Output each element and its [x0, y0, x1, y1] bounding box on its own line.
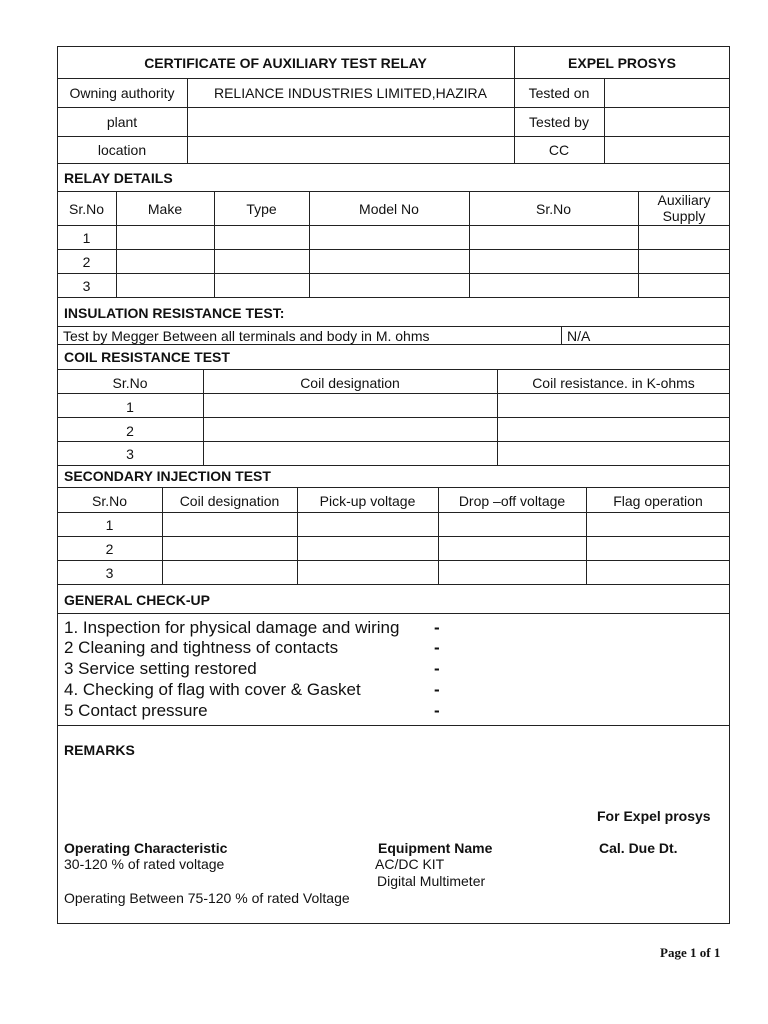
coil-row-number: 2 [126, 423, 134, 439]
secondary-row-number: 3 [105, 565, 114, 581]
rule [57, 560, 730, 561]
checkup-item: 2 Cleaning and tightness of contacts [64, 638, 339, 657]
rule [57, 273, 730, 274]
rule [57, 465, 730, 466]
secondary-col-designation: Coil designation [179, 493, 280, 509]
relay-row-number: 2 [82, 254, 91, 270]
equipment-name-label: Equipment Name [378, 840, 493, 856]
page-of: of [699, 945, 711, 960]
operating-between-note: Operating Between 75-120 % of rated Voltage [64, 890, 350, 906]
relay-row-number: 3 [82, 278, 91, 294]
cal-due-label: Cal. Due Dt. [599, 840, 678, 856]
rule [604, 78, 605, 163]
secondary-col-srno: Sr.No [91, 493, 127, 509]
rule [638, 191, 639, 297]
relay-col-make: Make [147, 201, 183, 217]
tested-on-label: Tested on [528, 85, 590, 101]
page-total: 1 [713, 945, 721, 960]
checkup-item: 5 Contact pressure [64, 701, 208, 720]
rule [561, 326, 562, 344]
relay-col-aux-supply: Auxiliary Supply [657, 192, 711, 224]
secondary-col-dropoff: Drop –off voltage [458, 493, 566, 509]
rule [57, 136, 730, 137]
rule [57, 613, 730, 614]
rule [57, 512, 730, 513]
equipment-item: Digital Multimeter [377, 873, 486, 889]
rule [57, 536, 730, 537]
rule [57, 725, 730, 726]
owning-authority-label: Owning authority [69, 85, 175, 101]
coil-col-resistance: Coil resistance. in K-ohms [532, 375, 695, 391]
coil-row-number: 3 [126, 446, 134, 462]
coil-row-number: 1 [126, 399, 134, 415]
signoff-label: For Expel prosys [597, 808, 711, 824]
checkup-dash: - [434, 638, 440, 657]
cc-label: CC [548, 142, 570, 158]
company-name: EXPEL PROSYS [568, 55, 676, 71]
secondary-row-number: 2 [105, 541, 114, 557]
rule [57, 441, 730, 442]
checkup-item: 4. Checking of flag with cover & Gasket [64, 680, 361, 699]
rule [57, 487, 730, 488]
operating-characteristic-value: 30-120 % of rated voltage [64, 856, 225, 872]
general-checkup-heading: GENERAL CHECK-UP [64, 592, 210, 608]
page-current: 1 [689, 945, 697, 960]
checkup-dash: - [434, 680, 440, 699]
insulation-text: Test by Megger Between all terminals and body in M. ohms [63, 328, 430, 344]
relay-col-model: Model No [359, 201, 419, 217]
checkup-dash: - [434, 618, 440, 637]
secondary-col-flag: Flag operation [613, 493, 703, 509]
plant-label: plant [106, 114, 138, 130]
secondary-injection-heading: SECONDARY INJECTION TEST [64, 468, 271, 484]
insulation-value: N/A [567, 328, 591, 344]
secondary-row-number: 1 [105, 517, 114, 533]
owning-authority-value: RELIANCE INDUSTRIES LIMITED,HAZIRA [213, 85, 488, 101]
rule [57, 326, 730, 327]
rule [57, 369, 730, 370]
coil-col-designation: Coil designation [300, 375, 400, 391]
relay-col-type: Type [246, 201, 277, 217]
tested-by-label: Tested by [529, 114, 589, 130]
rule [57, 344, 730, 345]
checkup-item: 1. Inspection for physical damage and wiring [64, 618, 400, 637]
rule [57, 584, 730, 585]
document-title: CERTIFICATE OF AUXILIARY TEST RELAY [144, 55, 427, 71]
checkup-dash: - [434, 701, 440, 720]
equipment-item: AC/DC KIT [375, 856, 445, 872]
relay-col-serial: Sr.No [535, 201, 571, 217]
rule [57, 417, 730, 418]
checkup-item: 3 Service setting restored [64, 659, 257, 678]
checkup-dash: - [434, 659, 440, 678]
relay-row-number: 1 [82, 230, 91, 246]
secondary-col-pickup: Pick-up voltage [319, 493, 416, 509]
rule [57, 78, 730, 79]
rule [57, 297, 730, 298]
page-label: Page [660, 945, 687, 960]
rule [57, 249, 730, 250]
rule [57, 163, 730, 164]
location-label: location [97, 142, 147, 158]
operating-characteristic-label: Operating Characteristic [64, 840, 228, 856]
remarks-heading: REMARKS [64, 742, 135, 758]
rule [57, 225, 730, 226]
relay-details-heading: RELAY DETAILS [64, 170, 173, 186]
rule [57, 393, 730, 394]
rule [57, 107, 730, 108]
insulation-heading: INSULATION RESISTANCE TEST: [64, 305, 285, 321]
relay-col-srno: Sr.No [68, 201, 104, 217]
coil-resistance-heading: COIL RESISTANCE TEST [64, 349, 230, 365]
rule [57, 191, 730, 192]
coil-col-srno: Sr.No [112, 375, 148, 391]
page-indicator [660, 946, 720, 959]
